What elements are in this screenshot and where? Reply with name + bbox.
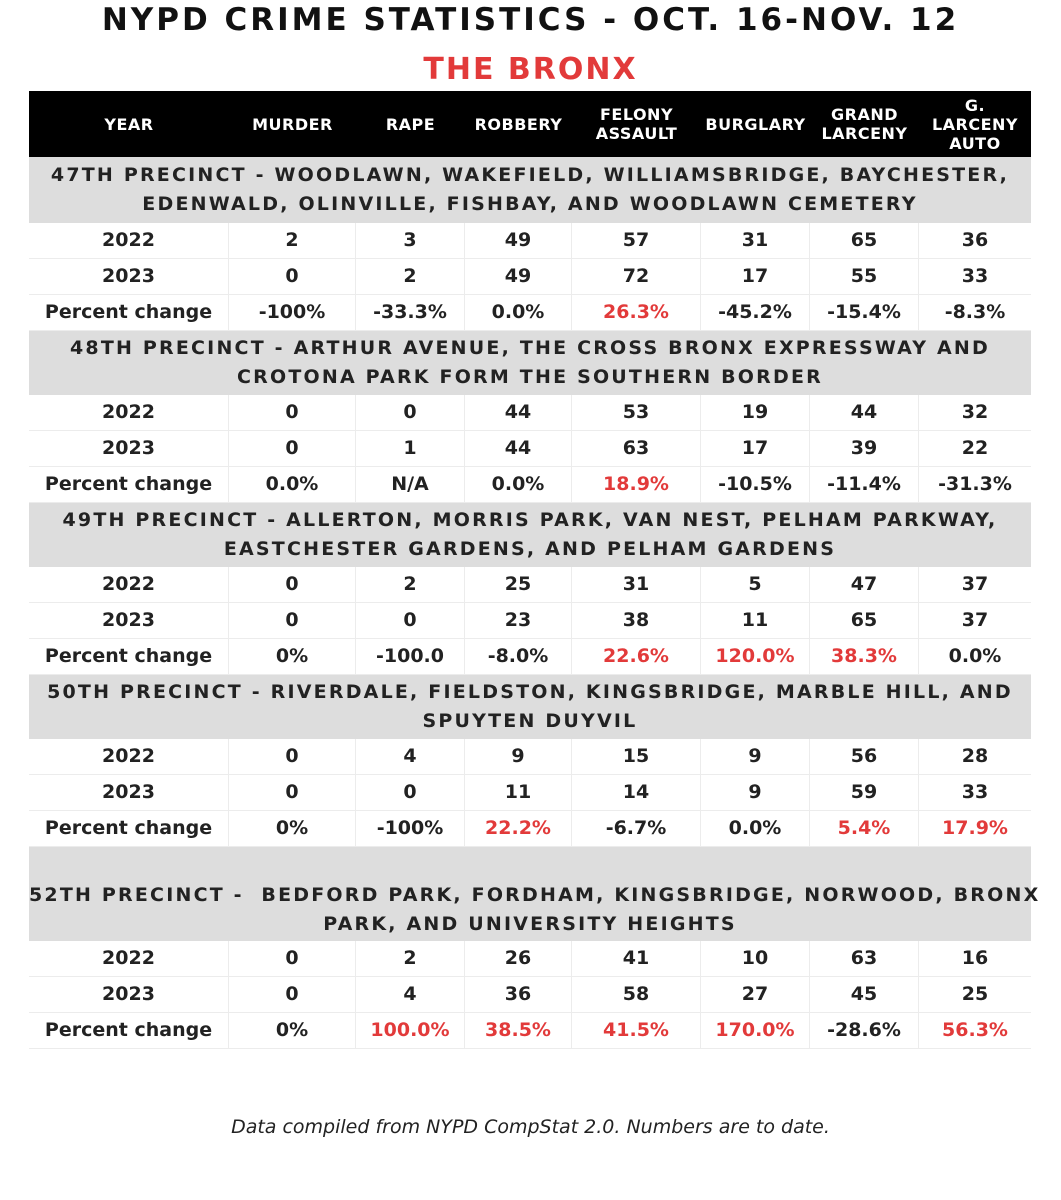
table-row (29, 259, 1031, 295)
table-row (29, 811, 1031, 847)
table-cell: 15 (572, 739, 701, 774)
source-note: Data compiled from NYPD CompStat 2.0. Numbers are to date. (231, 1116, 830, 1138)
table-cell: 58 (572, 977, 701, 1012)
table-cell: -28.6% (810, 1013, 919, 1048)
row-label: Percent change (29, 639, 229, 674)
table-cell: 41.5% (572, 1013, 701, 1048)
table-cell: 57 (572, 223, 701, 258)
table-row (29, 775, 1031, 811)
table-cell: -10.5% (701, 467, 810, 502)
table-cell: 0 (229, 259, 356, 294)
precinct-band (29, 847, 1041, 941)
table-cell: 72 (572, 259, 701, 294)
table-cell: 2 (356, 259, 465, 294)
table-cell: -8.0% (465, 639, 572, 674)
table-cell: 33 (961, 265, 989, 287)
table-cell: 45 (810, 977, 919, 1012)
header-line: MURDER (252, 114, 333, 134)
precinct-band-line: 52TH PRECINCT - BEDFORD PARK, FORDHAM, KINGSBRIDGE, NORWOOD, BRONX (29, 884, 1041, 906)
table-row (29, 1013, 1031, 1049)
table-cell: 65 (810, 603, 919, 638)
table-cell: 2 (356, 941, 465, 976)
precinct-band (29, 675, 1031, 739)
table-cell: -100% (229, 295, 356, 330)
table-cell: -45.2% (701, 295, 810, 330)
table-cell: 11 (465, 775, 572, 810)
table-cell: -100.0 (356, 639, 465, 674)
precinct-band-line: 48TH PRECINCT - ARTHUR AVENUE, THE CROSS BRONX EXPRESSWAY AND (69, 337, 990, 359)
table-cell: 38 (572, 603, 701, 638)
table-cell: 19 (701, 395, 810, 430)
page-subtitle: THE BRONX (423, 52, 638, 87)
table-cell: 38.5% (465, 1013, 572, 1048)
table-cell: 26.3% (572, 295, 701, 330)
table-cell: 2 (229, 223, 356, 258)
table-header (29, 91, 1031, 157)
table-cell: 14 (572, 775, 701, 810)
table-cell: -100% (356, 811, 465, 846)
header-year (29, 115, 229, 134)
table-cell: 0 (229, 941, 356, 976)
table-cell: 23 (465, 603, 572, 638)
row-label: Percent change (29, 811, 229, 846)
table-cell: 22.6% (572, 639, 701, 674)
table-cell: 65 (810, 223, 919, 258)
table-cell: 18.9% (572, 467, 701, 502)
row-label: 2023 (29, 977, 229, 1012)
table-cell: -8.3% (944, 301, 1006, 323)
row-label: 2022 (29, 739, 229, 774)
table-cell: 17.9% (942, 817, 1008, 839)
header-line: RAPE (385, 114, 436, 134)
header-robbery (465, 115, 572, 134)
table-cell: 59 (810, 775, 919, 810)
table-cell: 4 (356, 977, 465, 1012)
row-label: 2023 (29, 775, 229, 810)
table-cell: 41 (572, 941, 701, 976)
row-label: 2023 (29, 431, 229, 466)
table-cell: 0.0% (701, 811, 810, 846)
table-cell: 0 (229, 395, 356, 430)
header-rape (356, 115, 465, 134)
header-line: BURGLARY (705, 114, 806, 134)
table-row (29, 295, 1031, 331)
table-cell: 9 (701, 739, 810, 774)
table-row (29, 567, 1031, 603)
table-row (29, 395, 1031, 431)
table-cell: 0 (229, 567, 356, 602)
table-cell: 0 (229, 977, 356, 1012)
table-cell: 49 (465, 259, 572, 294)
table-cell: 120.0% (701, 639, 810, 674)
table-cell: 5.4% (810, 811, 919, 846)
precinct-band-line: EASTCHESTER GARDENS, AND PELHAM GARDENS (223, 538, 837, 560)
table-cell: 0 (356, 775, 465, 810)
table-cell: 49 (465, 223, 572, 258)
table-cell: 31 (572, 567, 701, 602)
header-line: LARCENY (931, 114, 1019, 134)
table-cell: 0 (229, 431, 356, 466)
table-cell: 37 (961, 609, 989, 631)
table-cell: 10 (701, 941, 810, 976)
table-cell: 3 (356, 223, 465, 258)
row-label: 2023 (29, 603, 229, 638)
table-cell: 63 (810, 941, 919, 976)
table-cell: 0.0% (465, 295, 572, 330)
header-line: LARCENY (821, 124, 908, 143)
header-line: FELONY (599, 105, 674, 124)
table-cell: -15.4% (810, 295, 919, 330)
table-row (29, 223, 1031, 259)
precinct-band (29, 157, 1031, 223)
header-line: AUTO (949, 133, 1001, 153)
table-cell: -11.4% (810, 467, 919, 502)
table-cell: -31.3% (938, 473, 1012, 495)
table-cell: 16 (961, 947, 989, 969)
table-row (29, 467, 1031, 503)
table-row (29, 739, 1031, 775)
table-cell: 1 (356, 431, 465, 466)
table-row (29, 603, 1031, 639)
precinct-band (29, 503, 1031, 567)
table-cell: 5 (701, 567, 810, 602)
header-burglary (701, 115, 810, 134)
table-cell: 25 (465, 567, 572, 602)
precinct-band-line: EDENWALD, OLINVILLE, FISHBAY, AND WOODLAWN CEMETERY (142, 193, 918, 215)
header-felony-assault (572, 105, 701, 143)
precinct-band-line: CROTONA PARK FORM THE SOUTHERN BORDER (237, 366, 823, 388)
crime-table (29, 91, 1041, 1049)
precinct-band (29, 331, 1031, 395)
table-cell: 27 (701, 977, 810, 1012)
row-label: 2023 (29, 259, 229, 294)
table-cell: 22.2% (465, 811, 572, 846)
row-label: Percent change (29, 295, 229, 330)
table-row (29, 639, 1031, 675)
precinct-sections (29, 157, 1041, 1049)
table-cell: 100.0% (356, 1013, 465, 1048)
table-cell: 17 (701, 259, 810, 294)
table-cell: 4 (356, 739, 465, 774)
table-cell: 2 (356, 567, 465, 602)
table-cell: 36 (465, 977, 572, 1012)
table-cell: 31 (701, 223, 810, 258)
table-cell: 44 (465, 395, 572, 430)
table-cell: 28 (961, 745, 989, 767)
table-cell: 44 (810, 395, 919, 430)
row-label: Percent change (29, 1013, 229, 1048)
table-cell: 0 (356, 603, 465, 638)
table-cell: 0.0% (465, 467, 572, 502)
row-label: 2022 (29, 395, 229, 430)
table-cell: 32 (961, 401, 989, 423)
table-cell: 0% (229, 639, 356, 674)
header-line: G. (964, 95, 986, 115)
table-cell: 56 (810, 739, 919, 774)
table-cell: 33 (961, 781, 989, 803)
table-cell: 26 (465, 941, 572, 976)
table-row (29, 941, 1031, 977)
table-cell: 9 (465, 739, 572, 774)
table-cell: 0.0% (948, 645, 1002, 667)
header-grand-larceny-auto (919, 96, 1031, 153)
table-cell: 25 (961, 983, 989, 1005)
table-cell: 0% (229, 1013, 356, 1048)
table-cell: 0.0% (229, 467, 356, 502)
row-label: 2022 (29, 223, 229, 258)
table-cell: 39 (810, 431, 919, 466)
table-cell: 36 (961, 229, 989, 251)
table-cell: 0 (229, 603, 356, 638)
table-cell: 38.3% (810, 639, 919, 674)
table-cell: -6.7% (572, 811, 701, 846)
table-cell: 22 (961, 437, 989, 459)
precinct-band-line: SPUYTEN DUYVIL (422, 710, 638, 732)
row-label: 2022 (29, 567, 229, 602)
table-cell: 17 (701, 431, 810, 466)
table-cell: 170.0% (701, 1013, 810, 1048)
table-cell: 0 (229, 775, 356, 810)
table-cell: 9 (701, 775, 810, 810)
header-line: ROBBERY (474, 114, 563, 134)
table-row (29, 431, 1031, 467)
precinct-band-line: 50TH PRECINCT - RIVERDALE, FIELDSTON, KINGSBRIDGE, MARBLE HILL, AND (47, 681, 1013, 703)
table-cell: 37 (961, 573, 989, 595)
table-cell: 53 (572, 395, 701, 430)
header-grand-larceny (810, 105, 919, 143)
table-cell: 11 (701, 603, 810, 638)
header-line: GRAND (830, 105, 898, 124)
table-cell: 44 (465, 431, 572, 466)
table-cell: 56.3% (942, 1019, 1008, 1041)
table-cell: 0% (229, 811, 356, 846)
table-cell: 0 (356, 395, 465, 430)
header-murder (229, 115, 356, 134)
row-label: 2022 (29, 941, 229, 976)
table-cell: 0 (229, 739, 356, 774)
header-line: YEAR (104, 114, 154, 134)
header-line: ASSAULT (595, 124, 678, 143)
table-cell: -33.3% (356, 295, 465, 330)
table-cell: 55 (810, 259, 919, 294)
precinct-band-line: PARK, AND UNIVERSITY HEIGHTS (323, 913, 737, 935)
table-cell: 47 (810, 567, 919, 602)
table-row (29, 977, 1031, 1013)
table-cell: N/A (356, 467, 465, 502)
table-cell: 63 (572, 431, 701, 466)
precinct-band-line: 49TH PRECINCT - ALLERTON, MORRIS PARK, VAN NEST, PELHAM PARKWAY, (62, 509, 998, 531)
row-label: Percent change (29, 467, 229, 502)
precinct-band-line: 47TH PRECINCT - WOODLAWN, WAKEFIELD, WILLIAMSBRIDGE, BAYCHESTER, (50, 164, 1010, 186)
page-title: NYPD CRIME STATISTICS - OCT. 16-NOV. 12 (101, 2, 960, 38)
